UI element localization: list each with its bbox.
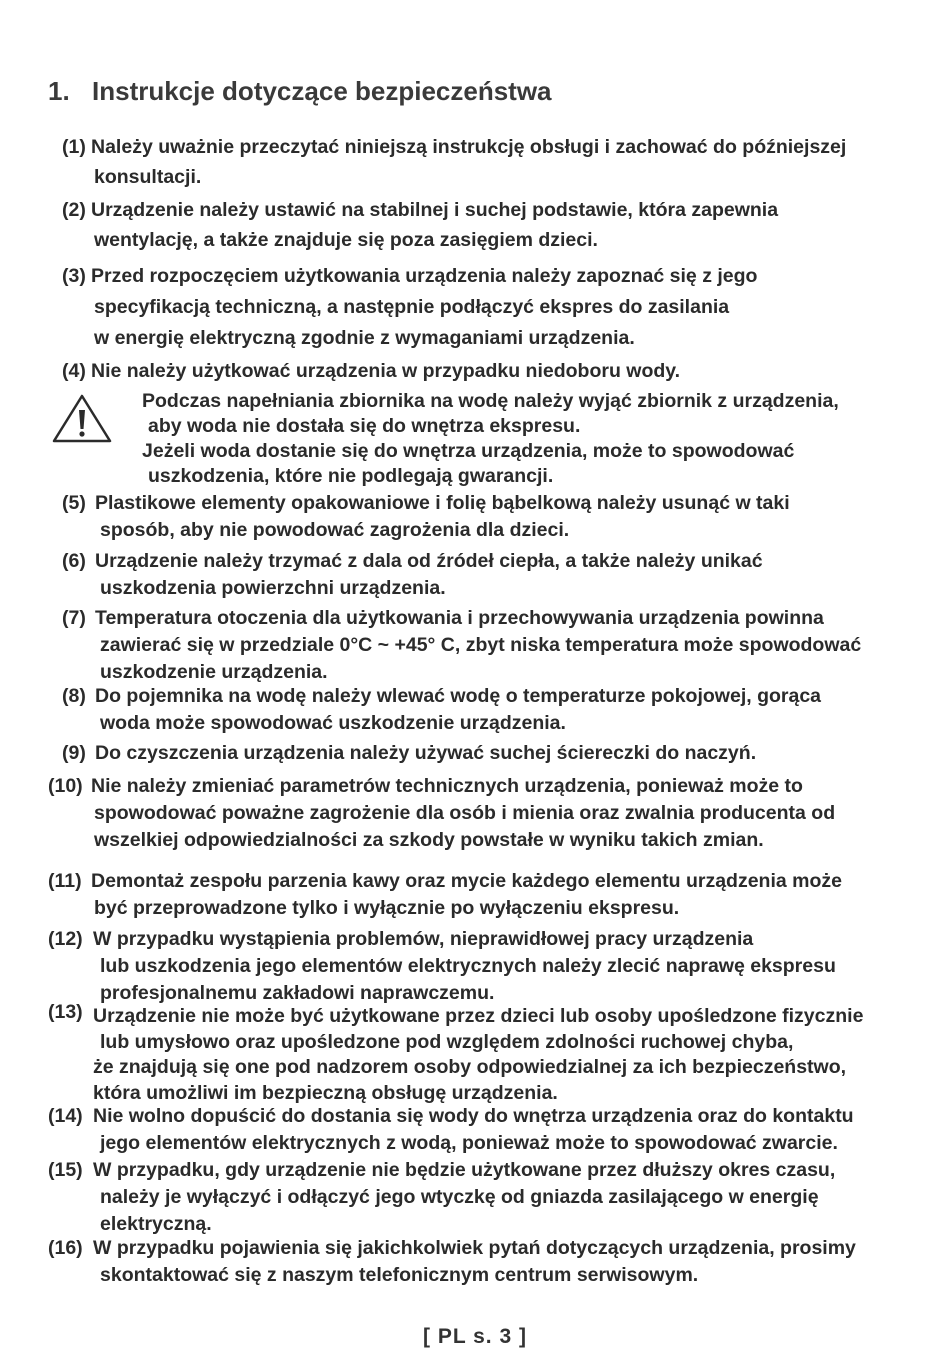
item-text: spowodować poważne zagrożenie dla osób i mienia oraz zwalnia producenta od bbox=[94, 802, 836, 824]
item-text: uszkodzenie urządzenia. bbox=[100, 661, 328, 683]
item-label: (12) bbox=[48, 928, 83, 950]
page-number: [ PL s. 3 ] bbox=[423, 1325, 527, 1348]
item-text: zawierać się w przedziale 0°C ~ +45° C, zbyt niska temperatura może spowodować bbox=[100, 634, 862, 656]
item-text: Temperatura otoczenia dla użytkowania i przechowywania urządzenia powinna bbox=[95, 607, 824, 629]
item-label: (8) bbox=[62, 685, 86, 707]
list-item bbox=[48, 868, 842, 922]
item-text: Urządzenie nie może być użytkowane przez dzieci lub osoby upośledzone fizycznie bbox=[93, 1005, 864, 1027]
item-text: sposób, aby nie powodować zagrożenia dla dzieci. bbox=[100, 519, 570, 541]
item-label: (16) bbox=[48, 1237, 83, 1259]
list-item bbox=[48, 1157, 835, 1238]
item-text: lub umysłowo oraz upośledzone pod względem zdolności ruchowej chyba, bbox=[100, 1030, 794, 1053]
warning-text: uszkodzenia, które nie podlegają gwarancji. bbox=[148, 465, 554, 487]
section-title-text: Instrukcje dotyczące bezpieczeństwa bbox=[92, 76, 552, 106]
list-item bbox=[62, 356, 680, 386]
item-text: lub uszkodzenia jego elementów elektrycznych należy zlecić naprawę ekspresu bbox=[100, 955, 836, 977]
list-item bbox=[48, 1000, 863, 1106]
item-text: która umożliwi im bezpieczną obsługę urządzenia. bbox=[93, 1081, 558, 1104]
list-item bbox=[62, 605, 861, 686]
list-item bbox=[48, 1103, 854, 1157]
list-item bbox=[48, 926, 836, 1007]
item-text: Do pojemnika na wodę należy wlewać wodę o temperaturze pokojowej, gorąca bbox=[95, 685, 822, 707]
item-text: elektryczną. bbox=[100, 1213, 212, 1235]
item-text: specyfikacją techniczną, a następnie podłączyć ekspres do zasilania bbox=[94, 296, 730, 318]
item-text: W przypadku, gdy urządzenie nie będzie użytkowane przez dłuższy okres czasu, bbox=[93, 1159, 836, 1181]
item-text: Urządzenie należy trzymać z dala od źródeł ciepła, a także należy unikać bbox=[95, 550, 763, 572]
section-title bbox=[48, 76, 552, 107]
warning-notice bbox=[142, 389, 839, 489]
item-text: profesjonalnemu zakładowi naprawczemu. bbox=[100, 982, 495, 1004]
item-text: Przed rozpoczęciem użytkowania urządzenia należy zapoznać się z jego bbox=[91, 265, 758, 287]
item-label: (2) bbox=[62, 199, 86, 221]
item-label: (14) bbox=[48, 1105, 83, 1127]
list-item bbox=[48, 773, 835, 854]
item-text: że znajdują się one pod nadzorem osoby odpowiedzialnej za ich bezpieczeństwo, bbox=[93, 1056, 847, 1078]
item-text: Należy uważnie przeczytać niniejszą instrukcję obsługi i zachować do późniejszej bbox=[91, 136, 847, 158]
warning-text: Podczas napełniania zbiornika na wodę należy wyjąć zbiornik z urządzenia, bbox=[142, 390, 839, 412]
item-text: W przypadku pojawienia się jakichkolwiek pytań dotyczących urządzenia, prosimy bbox=[93, 1237, 856, 1259]
item-text: należy je wyłączyć i odłączyć jego wtyczkę od gniazda zasilającego w energię bbox=[100, 1186, 819, 1208]
item-label: (15) bbox=[48, 1159, 83, 1181]
item-text: konsultacji. bbox=[94, 166, 202, 188]
item-text: Nie należy użytkować urządzenia w przypadku niedoboru wody. bbox=[91, 360, 681, 382]
item-text: skontaktować się z naszym telefonicznym centrum serwisowym. bbox=[100, 1264, 699, 1286]
item-text: Plastikowe elementy opakowaniowe i folię bąbelkową należy usunąć w taki bbox=[95, 492, 790, 514]
item-text: Do czyszczenia urządzenia należy używać suchej ściereczki do naczyń. bbox=[95, 742, 757, 764]
list-item bbox=[62, 548, 763, 602]
warning-text: Jeżeli woda dostanie się do wnętrza urządzenia, może to spowodować bbox=[142, 440, 795, 462]
item-label: (11) bbox=[48, 870, 82, 892]
item-label: (1) bbox=[62, 136, 86, 158]
list-item bbox=[62, 683, 821, 737]
item-text: uszkodzenia powierzchni urządzenia. bbox=[100, 577, 446, 599]
item-text: Demontaż zespołu parzenia kawy oraz mycie każdego elementu urządzenia może bbox=[91, 870, 842, 892]
warning-text: aby woda nie dostała się do wnętrza ekspresu. bbox=[148, 415, 581, 437]
item-label: (3) bbox=[62, 265, 86, 287]
list-item bbox=[62, 195, 778, 255]
list-item bbox=[62, 132, 846, 192]
list-item bbox=[62, 490, 790, 544]
item-text: Nie należy zmieniać parametrów technicznych urządzenia, ponieważ może to bbox=[91, 775, 803, 797]
item-label: (9) bbox=[62, 742, 86, 764]
item-text: jego elementów elektrycznych z wodą, ponieważ może to spowodować zwarcie. bbox=[100, 1132, 838, 1154]
list-item bbox=[62, 261, 757, 354]
item-label: (10) bbox=[48, 775, 83, 797]
item-label: (4) bbox=[62, 360, 86, 382]
section-number: 1. bbox=[48, 76, 70, 106]
item-text: woda może spowodować uszkodzenie urządzenia. bbox=[100, 712, 566, 734]
item-text: W przypadku wystąpienia problemów, nieprawidłowej pracy urządzenia bbox=[93, 928, 754, 950]
item-text: Nie wolno dopuścić do dostania się wody do wnętrza urządzenia oraz do kontaktu bbox=[93, 1105, 854, 1127]
item-label: (6) bbox=[62, 550, 86, 572]
item-text: wentylację, a także znajduje się poza zasięgiem dzieci. bbox=[94, 229, 598, 251]
item-text: Urządzenie należy ustawić na stabilnej i suchej podstawie, która zapewnia bbox=[91, 199, 779, 221]
item-label: (13) bbox=[48, 1001, 83, 1023]
item-text: w energię elektryczną zgodnie z wymaganiami urządzenia. bbox=[94, 327, 635, 349]
item-label: (7) bbox=[62, 607, 86, 629]
item-text: wszelkiej odpowiedzialności za szkody powstałe w wyniku takich zmian. bbox=[94, 829, 764, 851]
item-text: być przeprowadzone tylko i wyłącznie po wyłączeniu ekspresu. bbox=[94, 897, 680, 919]
item-label: (5) bbox=[62, 492, 86, 514]
warning-triangle-icon bbox=[52, 393, 124, 445]
list-item bbox=[48, 1235, 856, 1289]
list-item bbox=[62, 738, 756, 768]
